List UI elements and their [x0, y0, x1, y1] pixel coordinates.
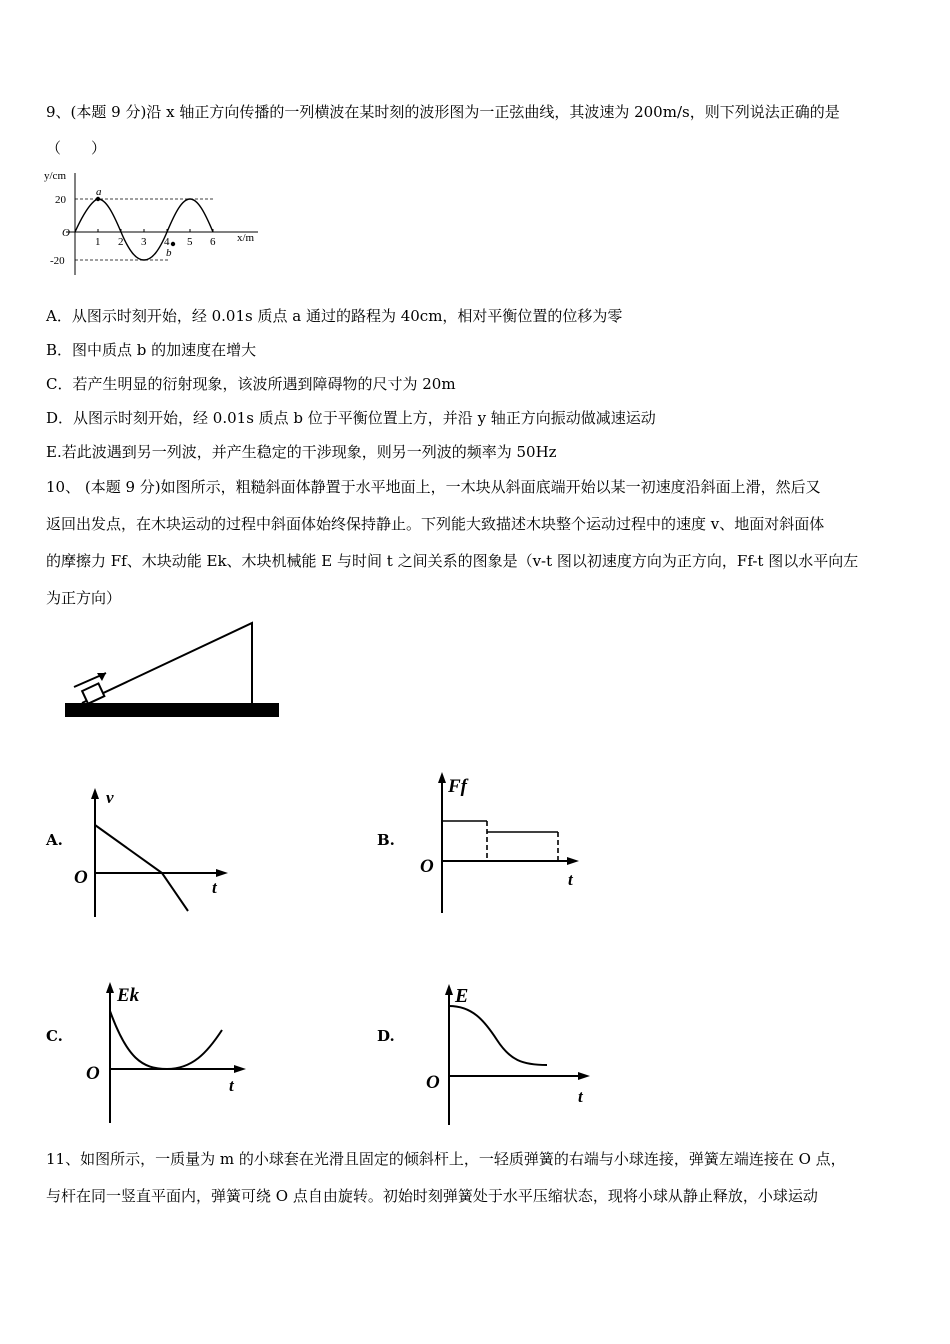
origin: O: [74, 867, 88, 888]
q10-stem-line-1: 10、 (本题 9 分)如图所示，粗糙斜面体静置于水平地面上，一木块从斜面底端开始以某一初速度沿斜面上滑，然后又: [46, 478, 821, 496]
origin: O: [420, 856, 434, 877]
ground: [65, 703, 279, 717]
q9-option-d: D．从图示时刻开始，经 0.01s 质点 b 位于平衡位置上方，并沿 y 轴正方向振动做减速运动: [46, 409, 656, 427]
axis-t: t: [568, 870, 573, 889]
incline-slope: [82, 623, 252, 703]
graph-a-v-t: [70, 785, 235, 920]
option-a-label: A.: [46, 831, 63, 849]
incline-diagram: [60, 615, 285, 725]
kinetic-energy-curve: [110, 1011, 222, 1069]
x-tick-1: 1: [95, 236, 101, 248]
option-d-label: D.: [377, 1027, 395, 1045]
point-b-dot: [171, 242, 175, 246]
q11-stem-line-1: 11、如图所示，一质量为 m 的小球套在光滑且固定的倾斜杆上，一轻质弹簧的右端与小球连接，弹簧左端连接在 O 点，: [46, 1150, 846, 1168]
q9-stem-line-1: 9、(本题 9 分)沿 x 轴正方向传播的一列横波在某时刻的波形图为一正弦曲线，其波速为 200m/s，则下列说法正确的是: [46, 103, 840, 121]
x-tick-3: 3: [141, 236, 147, 248]
axis-t: t: [229, 1076, 234, 1095]
point-b-label: b: [166, 247, 172, 259]
x-tick-4: 4: [164, 236, 170, 248]
q9-answer-blank: （ ）: [46, 139, 107, 157]
option-b-label: B.: [377, 831, 395, 849]
velocity-line: [95, 825, 188, 911]
q9-option-a: A．从图示时刻开始，经 0.01s 质点 a 通过的路程为 40cm，相对平衡位置的位移为零: [46, 307, 623, 325]
y-tick-20: 20: [55, 194, 66, 206]
q10-stem-line-2: 返回出发点，在木块运动的过程中斜面体始终保持静止。下列能大致描述木块整个运动过程中的速度 v、地面对斜面体: [46, 515, 825, 533]
x-tick-2: 2: [118, 236, 124, 248]
q9-wave-graph: [40, 165, 265, 280]
axis-v: v: [106, 788, 114, 807]
axis-ff: Ff: [448, 776, 467, 797]
origin: O: [426, 1072, 440, 1093]
origin-label: O: [62, 227, 70, 239]
graph-d-e-t: [422, 980, 597, 1128]
q9-option-e: E.若此波遇到另一列波，并产生稳定的干涉现象，则另一列波的频率为 50Hz: [46, 443, 557, 461]
point-a-label: a: [96, 186, 102, 198]
graph-b-ff-t: [415, 768, 590, 916]
graph-c-ek-t: [82, 978, 252, 1128]
axis-ek: Ek: [117, 985, 140, 1006]
x-tick-5: 5: [187, 236, 193, 248]
q11-stem-line-2: 与杆在同一竖直平面内，弹簧可绕 O 点自由旋转。初始时刻弹簧处于水平压缩状态，现将小球从静止释放，小球运动: [46, 1187, 818, 1205]
q10-stem-line-3: 的摩擦力 Ff、木块动能 Ek、木块机械能 E 与时间 t 之间关系的图象是（v-t 图以初速度方向为正方向，Ff-t 图以水平向左: [46, 552, 859, 570]
option-c-label: C.: [46, 1027, 63, 1045]
mechanical-energy-curve: [449, 1006, 547, 1065]
x-tick-6: 6: [210, 236, 216, 248]
axis-t: t: [578, 1087, 583, 1106]
y-axis-label: y/cm: [44, 170, 66, 182]
x-axis-label: x/m: [237, 232, 255, 244]
q9-option-b: B．图中质点 b 的加速度在增大: [46, 341, 257, 359]
q10-stem-line-4: 为正方向）: [46, 589, 122, 607]
q9-option-c: C．若产生明显的衍射现象，该波所遇到障碍物的尺寸为 20m: [46, 375, 456, 393]
axis-e: E: [455, 985, 469, 1007]
origin: O: [86, 1063, 100, 1084]
y-tick-neg20: -20: [50, 255, 65, 267]
axis-t: t: [212, 878, 217, 897]
